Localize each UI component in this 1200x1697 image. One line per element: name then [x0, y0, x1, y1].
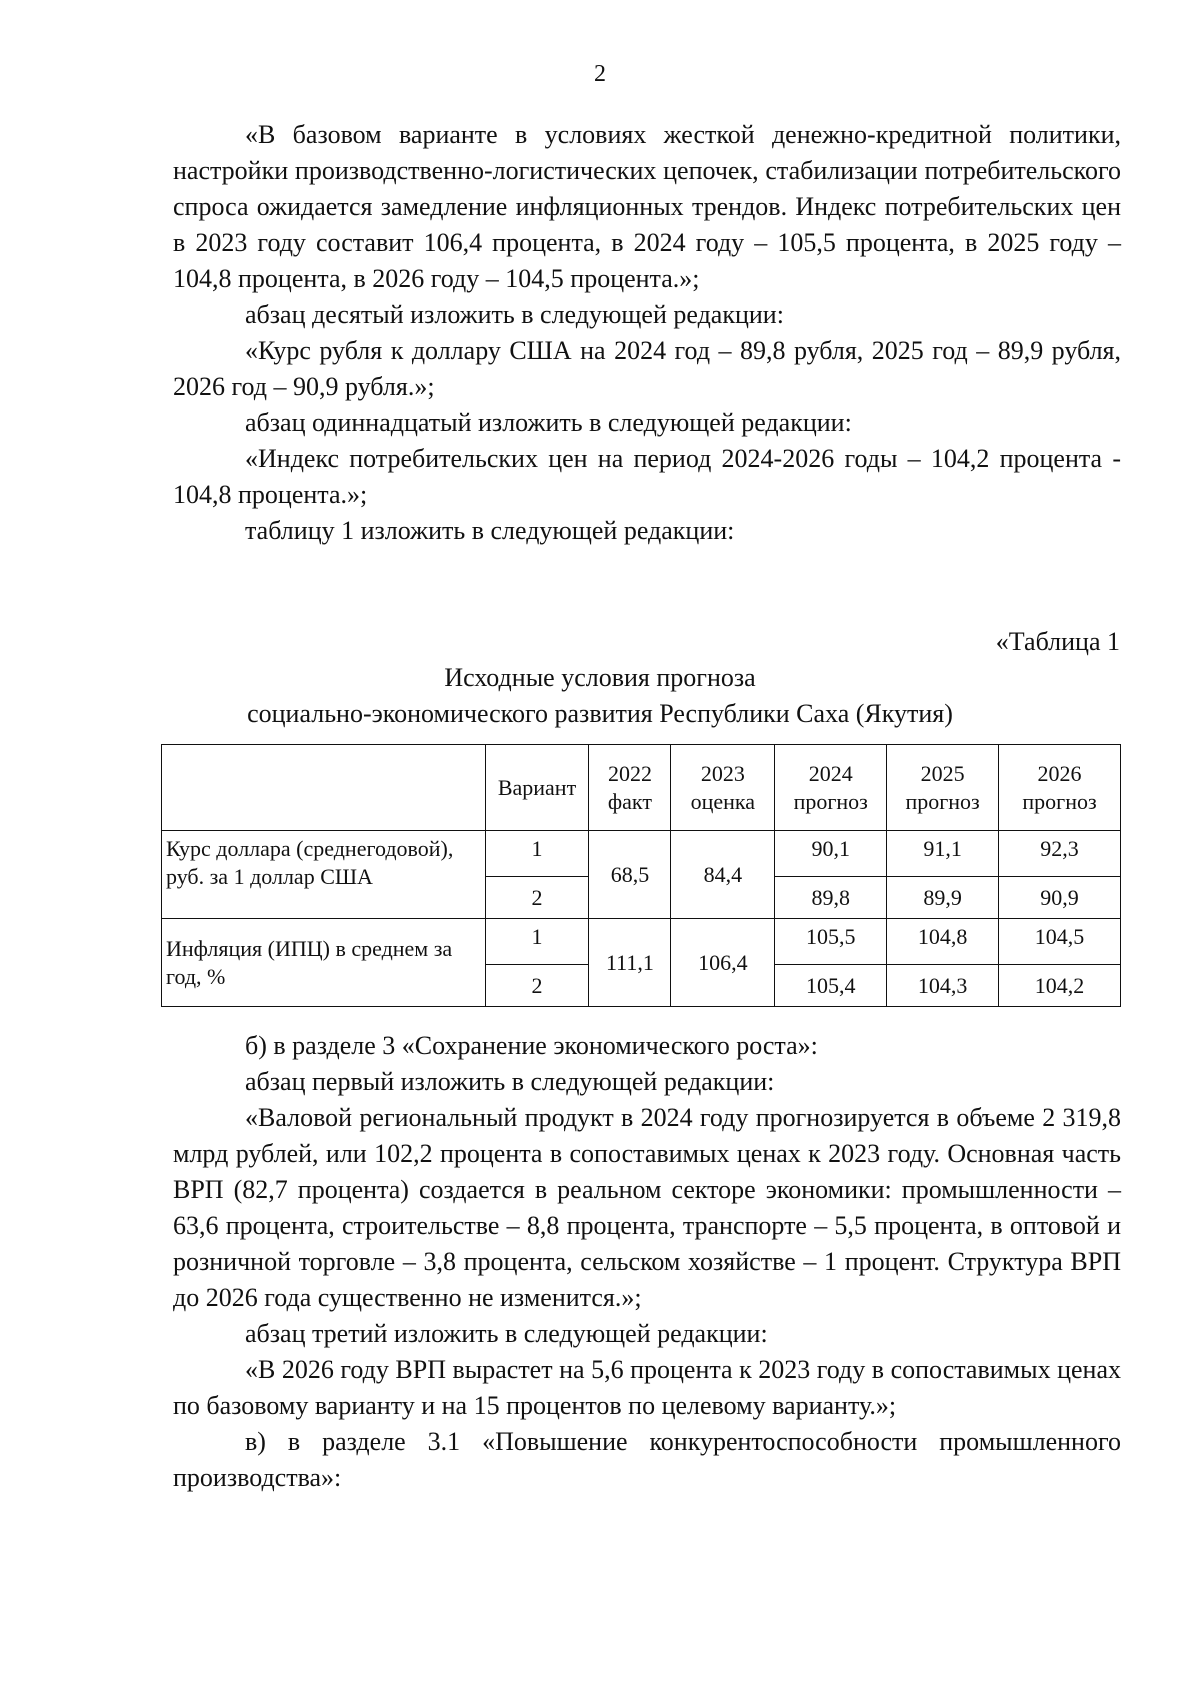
row-label-exchange-rate: Курс доллара (среднегодовой), руб. за 1 доллар США — [162, 831, 486, 919]
value-cell-2026: 104,2 — [999, 965, 1121, 1007]
paragraph: в) в разделе 3.1 «Повышение конкурентоспособности промышленного производства»: — [173, 1427, 1121, 1492]
paragraph: абзац первый изложить в следующей редакции: — [245, 1067, 775, 1096]
value-cell-2024: 89,8 — [775, 877, 887, 919]
table-header-row — [162, 745, 1121, 831]
forecast-table — [161, 744, 1121, 1007]
value-cell-2026: 104,5 — [999, 919, 1121, 965]
value-cell-2023: 84,4 — [671, 831, 775, 919]
text-block-bottom — [173, 1028, 1121, 1496]
table-title-line: Исходные условия прогноза — [444, 663, 756, 692]
paragraph: абзац одиннадцатый изложить в следующей редакции: — [245, 408, 852, 437]
paragraph: абзац десятый изложить в следующей редакции: — [245, 300, 784, 329]
value-cell-2025: 104,8 — [887, 919, 999, 965]
paragraph: «Валовой региональный продукт в 2024 году прогнозируется в объеме 2 319,8 млрд рублей, или 102,2 процента в сопоставимых ценах к 2023 году. Основная часть ВРП (82,7 процента) создается в реальном секторе экономики: промышленности – 63,6 процента, строительстве – 8,8 процента, транспорте – 5,5 процента, в оптовой и розничной торговле – 3,8 процента, сельском хозяйстве – 1 процент. Структура ВРП до 2026 года существенно не изменится.»; — [173, 1103, 1121, 1312]
table-title-line: социально-экономического развития Республики Саха (Якутия) — [247, 699, 953, 728]
variant-cell: 1 — [485, 831, 589, 877]
row-label-inflation: Инфляция (ИПЦ) в среднем за год, % — [162, 919, 486, 1007]
variant-cell: 2 — [485, 965, 589, 1007]
paragraph: «Индекс потребительских цен на период 2024-2026 годы – 104,2 процента - 104,8 процента.»; — [173, 444, 1121, 509]
paragraph: таблицу 1 изложить в следующей редакции: — [245, 516, 735, 545]
table-row — [162, 919, 1121, 965]
header-cell-2022: 2022 факт — [589, 745, 671, 831]
value-cell-2026: 92,3 — [999, 831, 1121, 877]
value-cell-2022: 68,5 — [589, 831, 671, 919]
paragraph: «В 2026 году ВРП вырастет на 5,6 процента к 2023 году в сопоставимых ценах по базовому варианту и на 15 процентов по целевому варианту.»; — [173, 1355, 1121, 1420]
value-cell-2024: 90,1 — [775, 831, 887, 877]
paragraph: абзац третий изложить в следующей редакции: — [245, 1319, 768, 1348]
paragraph: «В базовом варианте в условиях жесткой денежно-кредитной политики, настройки производственно-логистических цепочек, стабилизации потребительского спроса ожидается замедление инфляционных трендов. Индекс потребительских цен в 2023 году составит 106,4 процента, в 2024 году – 105,5 процента, в 2025 году – 104,8 процента, в 2026 году – 104,5 процента.»; — [173, 120, 1121, 293]
value-cell-2024: 105,4 — [775, 965, 887, 1007]
paragraph: «Курс рубля к доллару США на 2024 год – 89,8 рубля, 2025 год – 89,9 рубля, 2026 год – 90,9 рубля.»; — [173, 336, 1121, 401]
variant-cell: 1 — [485, 919, 589, 965]
value-cell-2023: 106,4 — [671, 919, 775, 1007]
value-cell-2022: 111,1 — [589, 919, 671, 1007]
value-cell-2025: 104,3 — [887, 965, 999, 1007]
header-cell-2025: 2025 прогноз — [887, 745, 999, 831]
table-title — [0, 660, 1200, 732]
value-cell-2025: 91,1 — [887, 831, 999, 877]
paragraph: б) в разделе 3 «Сохранение экономического роста»: — [245, 1031, 818, 1060]
header-cell-variant: Вариант — [485, 745, 589, 831]
value-cell-2025: 89,9 — [887, 877, 999, 919]
page-number: 2 — [594, 61, 606, 87]
text-block-top — [173, 117, 1121, 549]
header-cell-2026: 2026 прогноз — [999, 745, 1121, 831]
value-cell-2026: 90,9 — [999, 877, 1121, 919]
value-cell-2024: 105,5 — [775, 919, 887, 965]
variant-cell: 2 — [485, 877, 589, 919]
header-cell-blank — [162, 745, 486, 831]
table-row — [162, 831, 1121, 877]
header-cell-2023: 2023 оценка — [671, 745, 775, 831]
header-cell-2024: 2024 прогноз — [775, 745, 887, 831]
table-label: «Таблица 1 — [995, 627, 1120, 656]
